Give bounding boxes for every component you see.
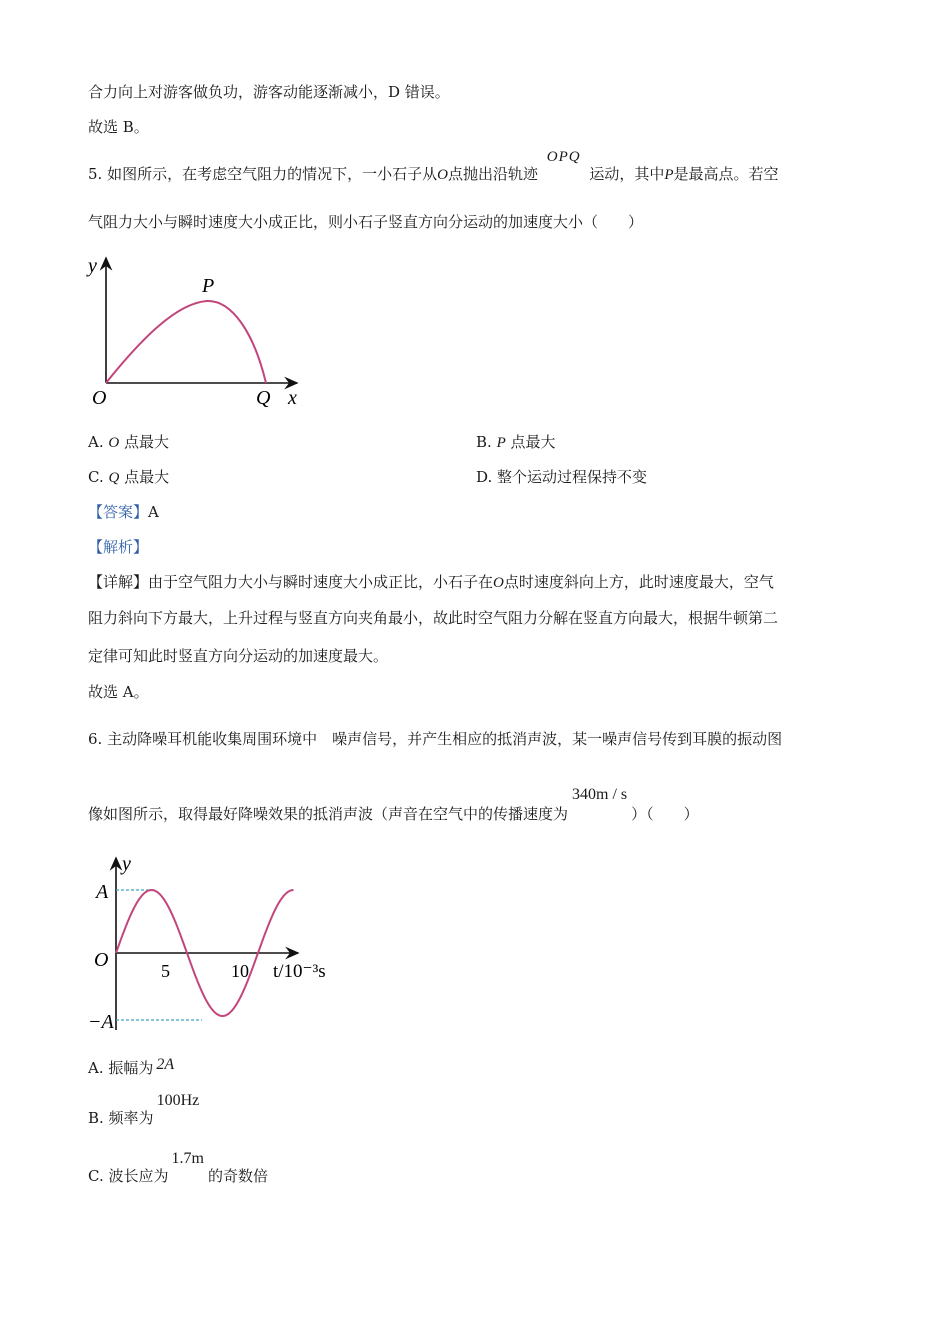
q6-option-b-value: 100Hz: [156, 1092, 200, 1109]
q6-option-b[interactable]: B. 频率为100Hz: [88, 1092, 200, 1127]
q5-detail-line1: 【详解】由于空气阻力大小与瞬时速度大小成正比，小石子在O点时速度斜向上方，此时速度最大，空气: [88, 573, 774, 591]
q5-peak-label: P: [202, 275, 215, 297]
q5-stem-line2: 气阻力大小与瞬时速度大小成正比，则小石子竖直方向分运动的加速度大小（ ）: [88, 213, 644, 231]
q6-tick-10: 10: [231, 961, 249, 981]
q5-origin-label: O: [92, 387, 107, 409]
q5-path-label: OPQ: [546, 149, 581, 165]
q6-option-c[interactable]: C. 波长应为1.7m的奇数倍: [88, 1150, 268, 1185]
q5-option-d[interactable]: D. 整个运动过程保持不变: [476, 468, 648, 486]
q6-option-a-value: 2A: [156, 1056, 175, 1073]
q5-number: 5.: [88, 165, 103, 183]
q5-option-b[interactable]: B. P 点最大: [476, 433, 556, 451]
q6-origin-label: O: [94, 949, 109, 971]
q6-number: 6.: [88, 730, 103, 748]
q5-y-label: y: [88, 255, 97, 277]
q5-point-p: P: [664, 167, 674, 183]
q6-neg-a-label: −A: [88, 1011, 114, 1033]
q6-a-label: A: [96, 881, 109, 903]
q6-option-a[interactable]: A. 振幅为 2A: [88, 1056, 175, 1077]
prev-conclusion: 故选 B。: [88, 118, 149, 136]
q5-point-o: O: [437, 167, 448, 183]
q5-analysis-tag: 【解析】: [88, 538, 149, 556]
q6-y-label: y: [122, 853, 131, 875]
q6-vibration-figure: [84, 852, 334, 1037]
q5-detail-line3: 定律可知此时竖直方向分运动的加速度最大。: [88, 647, 389, 665]
q5-conclusion: 故选 A。: [88, 683, 149, 701]
q5-option-a[interactable]: A. O 点最大: [88, 433, 170, 451]
q5-end-label: Q: [256, 387, 271, 409]
q5-answer-line: [88, 502, 159, 522]
q5-answer-tag: 【答案】: [88, 503, 149, 521]
q5-x-label: x: [288, 387, 297, 409]
q5-detail-line2: 阻力斜向下方最大，上升过程与竖直方向夹角最小，故此时空气阻力分解在竖直方向最大，根据牛顿第二: [88, 609, 779, 627]
q5-detail-tag: 【详解】: [88, 573, 149, 591]
q5-answer: A: [148, 503, 159, 521]
q6-stem-line2: 像如图所示，取得最好降噪效果的抵消声波（声音在空气中的传播速度为340m / s）（ ）: [88, 786, 699, 823]
q6-t-axis-label: t/10⁻³s: [273, 961, 326, 982]
q5-option-c[interactable]: C. Q 点最大: [88, 468, 170, 486]
q6-option-c-value: 1.7m: [171, 1150, 204, 1167]
q6-sound-speed: 340m / s: [572, 786, 628, 803]
q5-stem-line1: 5. 如图所示，在考虑空气阻力的情况下，一小石子从O点抛出沿轨迹 OPQ 运动，其中P是最高点。若空: [88, 149, 779, 183]
q6-stem-line1: 6. 主动降噪耳机能收集周围环境中 噪声信号，并产生相应的抵消声波，某一噪声信号传到耳膜的振动图: [88, 730, 783, 748]
prev-explanation-line: 合力向上对游客做负功，游客动能逐渐减小，D 错误。: [88, 83, 450, 101]
q5-trajectory-figure: [82, 248, 312, 413]
q6-tick-5: 5: [161, 961, 170, 981]
q5-trajectory-curve: [106, 301, 266, 383]
